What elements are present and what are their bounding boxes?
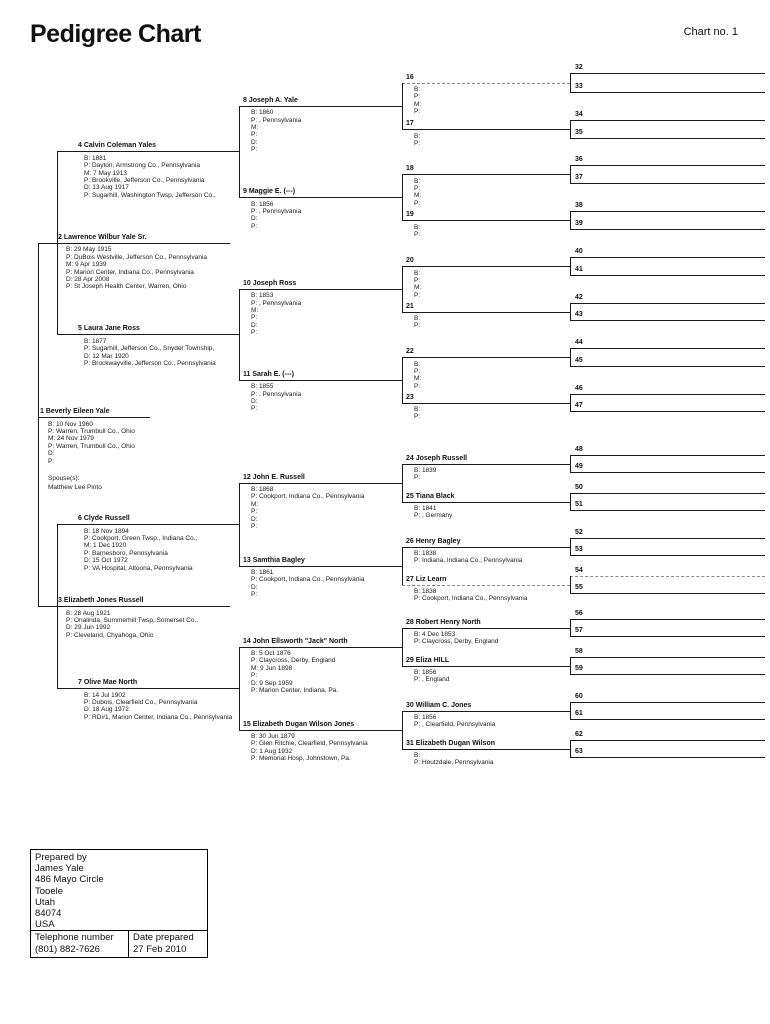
person-underline bbox=[402, 357, 570, 358]
ancestor-stub-number: 35 bbox=[575, 129, 583, 136]
ancestor-stub-line bbox=[570, 538, 765, 539]
person-label: 16 bbox=[406, 73, 414, 81]
person-detail-line: B: 1860 bbox=[251, 109, 274, 117]
person-detail-line: B: bbox=[414, 177, 421, 185]
person-detail-line: D: 28 Apr 2008 bbox=[66, 275, 110, 283]
person-detail-line: M: bbox=[414, 284, 422, 292]
person-detail-line: D: bbox=[251, 138, 258, 146]
ancestor-stub-line bbox=[570, 366, 765, 367]
person-detail-line: P: Cleveland, Chyahoga, Ohio bbox=[66, 631, 154, 639]
ancestor-stub-number: 61 bbox=[575, 710, 583, 717]
person-detail-line: P: bbox=[414, 413, 421, 421]
person-underline bbox=[402, 266, 570, 267]
ancestor-stub-number: 42 bbox=[575, 294, 583, 301]
person-detail-line: M: bbox=[414, 192, 422, 200]
person-label: 2 Lawrence Wilbur Yale Sr. bbox=[58, 233, 147, 241]
person-detail-line: P: bbox=[251, 523, 258, 530]
person-detail-line: B: 18 Nov 1894 bbox=[84, 527, 129, 535]
person-detail-line: B: bbox=[414, 269, 421, 277]
person-detail-line: D: bbox=[251, 515, 258, 523]
person-underline bbox=[402, 547, 570, 548]
person-label: 6 Clyde Russell bbox=[78, 515, 130, 522]
person-detail-line: P: Cookport, Indiana Co., Pennsylvania bbox=[251, 576, 365, 584]
connector-line bbox=[570, 619, 571, 636]
ancestor-stub-line bbox=[570, 740, 765, 741]
person-label: 28 Robert Henry North bbox=[406, 618, 481, 626]
ancestor-stub-number: 56 bbox=[575, 610, 583, 617]
person-label: 21 bbox=[406, 302, 414, 310]
ancestor-stub-number: 47 bbox=[575, 402, 583, 409]
person-label: 12 John E. Russell bbox=[243, 473, 305, 481]
connector-line bbox=[239, 483, 240, 566]
person-label: 14 John Ellsworth "Jack" North bbox=[243, 637, 348, 645]
person-detail-line: P: bbox=[251, 672, 258, 680]
person-underline bbox=[402, 83, 570, 84]
person-detail-line: P: bbox=[251, 508, 258, 516]
ancestor-stub-line bbox=[570, 229, 765, 230]
connector-line bbox=[402, 547, 403, 585]
person-label: 9 Maggie E. (---) bbox=[243, 188, 296, 195]
person-detail-line: P: , England bbox=[414, 676, 450, 684]
telephone-value: (801) 882-7626 bbox=[35, 943, 100, 955]
person-detail-line: B: 10 Nov 1960 bbox=[48, 420, 93, 428]
person-detail-line: B: 1881 bbox=[84, 154, 107, 162]
ancestor-stub-number: 59 bbox=[575, 665, 583, 672]
ancestor-stub-line bbox=[570, 719, 765, 720]
footer-bottom-row bbox=[31, 930, 207, 957]
ancestor-stub-number: 55 bbox=[575, 584, 583, 591]
person-underline bbox=[402, 220, 570, 221]
person-detail-line: B: bbox=[414, 132, 421, 140]
ancestor-stub-number: 37 bbox=[575, 174, 583, 181]
spouse-name: Matthew Lee Pinto bbox=[48, 484, 102, 491]
ancestor-stub-number: 63 bbox=[575, 748, 583, 755]
connector-line bbox=[570, 576, 571, 593]
connector-line bbox=[570, 702, 571, 719]
ancestor-stub-number: 32 bbox=[575, 64, 583, 71]
connector-line bbox=[57, 524, 58, 688]
ancestor-stub-line bbox=[570, 455, 765, 456]
person-label: 25 Tiana Black bbox=[406, 492, 455, 500]
person-underline bbox=[57, 688, 239, 689]
person-label: 26 Henry Bagley bbox=[406, 537, 461, 545]
person-detail-line: M: bbox=[414, 100, 422, 108]
person-detail-line: M: bbox=[414, 375, 422, 383]
person-underline bbox=[239, 380, 402, 381]
ancestor-stub-number: 50 bbox=[575, 484, 583, 491]
ancestor-stub-number: 58 bbox=[575, 648, 583, 655]
ancestor-stub-line bbox=[570, 411, 765, 412]
ancestor-stub-line bbox=[570, 92, 765, 93]
ancestor-stub-line bbox=[570, 120, 765, 121]
prepared-by-box bbox=[30, 849, 208, 958]
connector-line bbox=[570, 493, 571, 510]
person-detail-line: P: Cookport, Indiana Co., Pennsylvania bbox=[414, 595, 528, 603]
connector-line bbox=[570, 303, 571, 320]
person-detail-line: P: Indiana, Indiana Co., Pennsylvania bbox=[414, 557, 523, 565]
person-detail-line: P: bbox=[414, 93, 421, 101]
person-detail-line: D: 13 Aug 1917 bbox=[84, 184, 129, 192]
person-detail-line: D: 1 Aug 1932 bbox=[251, 747, 293, 755]
person-detail-line: P: Sugarhill, Washington Twsp, Jefferson Co., bbox=[84, 191, 216, 199]
person-detail-line: P: VA Hospital, Altoona, Pennsylvania bbox=[84, 564, 193, 572]
person-detail-line: D: 15 Oct 1972 bbox=[84, 557, 128, 565]
ancestor-stub-line bbox=[570, 275, 765, 276]
connector-line bbox=[570, 348, 571, 366]
person-label: 11 Sarah E. (---) bbox=[243, 370, 294, 378]
person-detail-line: P: bbox=[251, 131, 258, 139]
person-detail-line: B: bbox=[414, 360, 421, 368]
person-detail-line: P: Onalinda, Summerhill Twsp, Somerset Co., bbox=[66, 616, 199, 624]
person-detail-line: D: 29 Jun 1992 bbox=[66, 624, 111, 632]
person-underline bbox=[239, 106, 402, 107]
person-detail-line: B: 1856 bbox=[414, 714, 437, 721]
person-detail-line: P: , Germany bbox=[414, 512, 453, 520]
preparer-address-line: USA bbox=[35, 919, 55, 931]
person-detail-line: B: 1877 bbox=[84, 337, 107, 345]
person-label: 4 Calvin Coleman Yales bbox=[78, 142, 157, 150]
ancestor-stub-line bbox=[570, 73, 765, 74]
person-underline bbox=[402, 585, 570, 586]
connector-line bbox=[570, 165, 571, 183]
person-detail-line: P: bbox=[251, 222, 258, 230]
person-underline bbox=[402, 174, 570, 175]
person-label: 17 bbox=[406, 120, 414, 127]
person-detail-line: P: bbox=[251, 591, 258, 599]
person-detail-line: B: 14 Jul 1902 bbox=[84, 691, 126, 699]
person-detail-line: P: , Pennsylvania bbox=[251, 116, 302, 124]
person-detail-line: P: Houtzdale, Pennsylvania bbox=[414, 759, 494, 767]
person-underline bbox=[239, 197, 402, 198]
person-detail-line: P: bbox=[414, 139, 421, 147]
person-detail-line: P: bbox=[414, 291, 421, 299]
person-label: 10 Joseph Ross bbox=[243, 279, 297, 287]
preparer-address-line: 84074 bbox=[35, 908, 62, 920]
ancestor-stub-number: 34 bbox=[575, 111, 583, 118]
ancestor-stub-line bbox=[570, 510, 765, 511]
connector-line bbox=[402, 174, 403, 220]
telephone-cell bbox=[31, 931, 129, 957]
preparer-address-line: Tooele bbox=[35, 885, 63, 897]
person-detail-line: D: 18 Aug 1972 bbox=[84, 706, 129, 714]
person-detail-line: P: Brookville, Jefferson Co., Pennsylvania bbox=[84, 177, 205, 185]
ancestor-stub-line bbox=[570, 320, 765, 321]
prepared-by-label: Prepared by bbox=[35, 852, 87, 863]
person-detail-line: M: bbox=[251, 307, 259, 315]
person-detail-line: B: 1853 bbox=[251, 292, 274, 300]
ancestor-stub-number: 41 bbox=[575, 266, 583, 273]
person-detail-line: P: bbox=[414, 108, 421, 116]
person-detail-line: P: , Pennsylvania bbox=[251, 299, 302, 307]
person-underline bbox=[402, 628, 570, 629]
person-detail-line: P: , Clearfield, Pennsylvania bbox=[414, 721, 496, 729]
ancestor-stub-line bbox=[570, 674, 765, 675]
person-detail-line: P: bbox=[414, 276, 421, 284]
person-detail-line: P: Barnesboro, Pennsylvania bbox=[84, 549, 168, 557]
connector-line bbox=[402, 628, 403, 666]
ancestor-stub-line bbox=[570, 138, 765, 139]
person-underline bbox=[38, 606, 230, 607]
connector-line bbox=[57, 151, 58, 334]
ancestor-stub-number: 43 bbox=[575, 311, 583, 318]
person-underline bbox=[239, 289, 402, 290]
person-underline bbox=[402, 129, 570, 130]
date-prepared-value: 27 Feb 2010 bbox=[133, 943, 187, 955]
person-label: 23 bbox=[406, 393, 414, 401]
person-detail-line: M: 9 Apr 1939 bbox=[66, 261, 107, 269]
ancestor-stub-number: 52 bbox=[575, 529, 583, 536]
person-underline bbox=[239, 730, 402, 731]
ancestor-stub-line bbox=[570, 636, 765, 637]
spouse-label: Spouse(s): bbox=[48, 475, 80, 482]
person-detail-line: P: Warren, Trumbull Co., Ohio bbox=[48, 427, 135, 435]
person-detail-line: P: bbox=[414, 199, 421, 207]
person-label: 24 Joseph Russell bbox=[406, 454, 468, 462]
ancestor-stub-line bbox=[570, 757, 765, 758]
ancestor-stub-number: 45 bbox=[575, 357, 583, 364]
ancestor-stub-line bbox=[570, 472, 765, 473]
person-detail-line: D: bbox=[251, 398, 258, 406]
connector-line bbox=[570, 740, 571, 757]
ancestor-stub-number: 53 bbox=[575, 546, 583, 553]
ancestor-stub-number: 36 bbox=[575, 156, 583, 163]
person-detail-line: P: bbox=[251, 329, 258, 337]
ancestor-stub-number: 60 bbox=[575, 693, 583, 700]
preparer-address-line: 486 Mayo Circle bbox=[35, 874, 104, 886]
person-detail-line: P: Marion Center, Indiana Co., Pennsylvania bbox=[66, 268, 194, 276]
person-detail-line: B: 30 Jun 1879 bbox=[251, 733, 295, 740]
ancestor-stub-line bbox=[570, 555, 765, 556]
ancestor-stub-number: 46 bbox=[575, 385, 583, 392]
person-underline bbox=[402, 711, 570, 712]
person-detail-line: D: 9 Sep 1959 bbox=[251, 679, 293, 687]
person-detail-line: B: 1841 bbox=[414, 505, 437, 512]
person-underline bbox=[38, 243, 230, 244]
person-detail-line: D: bbox=[251, 583, 258, 591]
connector-line bbox=[402, 266, 403, 312]
person-detail-line: P: Sugarhill, Jefferson Co., Snyder Township, bbox=[84, 345, 215, 353]
ancestor-stub-line bbox=[570, 183, 765, 184]
person-detail-line: P: bbox=[251, 146, 258, 154]
person-detail-line: P: bbox=[414, 184, 421, 192]
person-detail-line: B: 1839 bbox=[414, 467, 437, 474]
ancestor-stub-line bbox=[570, 394, 765, 395]
connector-line bbox=[402, 711, 403, 749]
person-label: 8 Joseph A. Yale bbox=[243, 96, 298, 104]
person-detail-line: P: St Joseph Health Center, Warren, Ohio bbox=[66, 283, 187, 291]
person-detail-line: P: Claycross, Derby, England bbox=[414, 638, 499, 646]
person-detail-line: P: bbox=[414, 230, 421, 238]
person-detail-line: B: 1855 bbox=[251, 383, 274, 391]
person-detail-line: P: Dubois, Clearfield Co., Pennsylvania bbox=[84, 698, 198, 706]
person-detail-line: P: bbox=[251, 405, 258, 413]
connector-line bbox=[402, 83, 403, 130]
person-underline bbox=[402, 403, 570, 404]
person-underline bbox=[402, 749, 570, 750]
person-detail-line: B: 1868 bbox=[251, 486, 274, 493]
person-label: 15 Elizabeth Dugan Wilson Jones bbox=[243, 720, 355, 728]
person-label: 31 Elizabeth Dugan Wilson bbox=[406, 739, 496, 747]
ancestor-stub-line bbox=[570, 702, 765, 703]
person-underline bbox=[402, 666, 570, 667]
person-underline bbox=[402, 464, 570, 465]
person-label: 19 bbox=[406, 211, 414, 218]
person-detail-line: P: Dayton, Armstrong Co., Pennsylvania bbox=[84, 162, 200, 170]
chart-number: Chart no. 1 bbox=[683, 26, 738, 38]
ancestor-stub-line bbox=[570, 593, 765, 594]
person-detail-line: D: 12 Mar 1920 bbox=[84, 352, 129, 360]
person-detail-line: M: 24 Nov 1979 bbox=[48, 435, 94, 443]
person-detail-line: P: bbox=[414, 474, 421, 482]
connector-line bbox=[570, 538, 571, 555]
person-label: 13 Samthia Bagley bbox=[243, 556, 305, 564]
person-detail-line: P: Cookport, Indiana Co., Pennsylvania bbox=[251, 493, 365, 501]
person-detail-line: M: bbox=[251, 124, 259, 132]
person-detail-line: B: 1856 bbox=[414, 669, 437, 676]
person-detail-line: B: 28 Aug 1921 bbox=[66, 609, 111, 617]
person-detail-line: P: bbox=[251, 314, 258, 322]
ancestor-stub-line bbox=[570, 211, 765, 212]
person-label: 7 Olive Mae North bbox=[78, 679, 138, 686]
person-underline bbox=[239, 647, 402, 648]
person-underline bbox=[239, 483, 402, 484]
person-detail-line: P: Warren, Trumbull Co., Ohio bbox=[48, 442, 135, 450]
telephone-label: Telephone number bbox=[35, 932, 114, 944]
person-detail-line: B: bbox=[414, 223, 421, 231]
connector-line bbox=[239, 647, 240, 730]
ancestor-stub-number: 54 bbox=[575, 567, 583, 574]
person-underline bbox=[57, 334, 239, 335]
person-detail-line: B: 1838 bbox=[414, 588, 437, 595]
ancestor-stub-line bbox=[570, 576, 765, 577]
person-detail-line: P: Cookport, Green Twsp., Indiana Co., bbox=[84, 534, 198, 542]
person-detail-line: P: bbox=[414, 367, 421, 375]
connector-line bbox=[570, 455, 571, 472]
person-detail-line: D: bbox=[251, 215, 258, 223]
connector-line bbox=[38, 243, 39, 606]
person-detail-line: P: bbox=[48, 457, 55, 465]
connector-line bbox=[570, 211, 571, 229]
connector-line bbox=[570, 257, 571, 275]
ancestor-stub-number: 39 bbox=[575, 220, 583, 227]
person-detail-line: B: bbox=[414, 86, 421, 93]
date-prepared-label: Date prepared bbox=[133, 932, 194, 944]
ancestor-stub-line bbox=[570, 657, 765, 658]
person-detail-line: D: bbox=[48, 450, 55, 458]
person-detail-line: M: bbox=[251, 500, 259, 508]
person-label: 30 William C. Jones bbox=[406, 701, 472, 709]
ancestor-stub-number: 33 bbox=[575, 83, 583, 90]
connector-line bbox=[570, 120, 571, 138]
person-detail-line: M: 9 Jun 1898 bbox=[251, 664, 293, 672]
ancestor-stub-number: 62 bbox=[575, 731, 583, 738]
preparer-name: James Yale bbox=[35, 863, 84, 875]
ancestor-stub-line bbox=[570, 348, 765, 349]
connector-line bbox=[570, 394, 571, 411]
ancestor-stub-number: 40 bbox=[575, 248, 583, 255]
ancestor-stub-line bbox=[570, 493, 765, 494]
person-label: 1 Beverly Eileen Yale bbox=[40, 408, 110, 415]
person-detail-line: B: 4 Dec 1853 bbox=[414, 631, 456, 638]
person-underline bbox=[57, 151, 239, 152]
person-detail-line: M: 7 May 1913 bbox=[84, 169, 127, 177]
person-detail-line: B: bbox=[414, 406, 421, 413]
person-detail-line: P: bbox=[414, 382, 421, 390]
person-underline bbox=[38, 417, 150, 418]
person-detail-line: B: 1856 bbox=[251, 200, 274, 208]
person-underline bbox=[402, 312, 570, 313]
person-detail-line: P: Claycross, Derby, England bbox=[251, 657, 336, 665]
person-label: 3 Elizabeth Jones Russell bbox=[58, 597, 144, 604]
person-label: 5 Laura Jane Ross bbox=[78, 325, 140, 333]
ancestor-stub-number: 48 bbox=[575, 446, 583, 453]
person-detail-line: P: Memorial Hosp, Johnstown, Pa. bbox=[251, 755, 351, 763]
person-detail-line: B: bbox=[414, 315, 421, 322]
person-underline bbox=[239, 566, 402, 567]
ancestor-stub-line bbox=[570, 257, 765, 258]
ancestor-stub-line bbox=[570, 303, 765, 304]
person-label: 18 bbox=[406, 165, 414, 172]
person-detail-line: B: 1861 bbox=[251, 569, 274, 576]
person-detail-line: D: bbox=[251, 321, 258, 329]
person-label: 29 Eliza HILL bbox=[406, 656, 450, 664]
connector-line bbox=[239, 289, 240, 380]
date-prepared-cell bbox=[129, 931, 207, 957]
ancestor-stub-number: 51 bbox=[575, 501, 583, 508]
person-underline bbox=[57, 524, 239, 525]
person-label: 20 bbox=[406, 257, 414, 264]
ancestor-stub-line bbox=[570, 619, 765, 620]
person-detail-line: B: 29 May 1915 bbox=[66, 246, 112, 254]
person-label: 27 Liz Learn bbox=[406, 575, 447, 583]
person-detail-line: M: 1 Dec 1920 bbox=[84, 542, 127, 550]
person-detail-line: P: RD#1, Marion Center, Indiana Co., Pennsylvania bbox=[84, 713, 233, 721]
person-detail-line: P: DuBois Westville, Jefferson Co., Pennsylvania bbox=[66, 253, 208, 261]
connector-line bbox=[402, 464, 403, 502]
connector-line bbox=[570, 73, 571, 92]
person-detail-line: P: Marion Center, Indiana, Pa. bbox=[251, 687, 339, 694]
preparer-address-line: Utah bbox=[35, 896, 56, 908]
person-detail-line: B: 5 Oct 1876 bbox=[251, 650, 291, 657]
person-underline bbox=[402, 502, 570, 503]
ancestor-stub-line bbox=[570, 165, 765, 166]
person-detail-line: P: bbox=[414, 322, 421, 330]
connector-line bbox=[239, 106, 240, 197]
person-detail-line: B: bbox=[414, 752, 421, 759]
ancestor-stub-number: 57 bbox=[575, 627, 583, 634]
person-detail-line: P: Glen Ritchie, Clearfield, Pennsylvania bbox=[251, 740, 368, 748]
connector-line bbox=[570, 657, 571, 674]
person-detail-line: P: , Pennsylvania bbox=[251, 207, 302, 215]
person-detail-line: P: Brockwayville, Jefferson Co., Pennsylvania bbox=[84, 359, 216, 367]
person-label: 22 bbox=[406, 348, 414, 355]
ancestor-stub-number: 49 bbox=[575, 463, 583, 470]
page-title: Pedigree Chart bbox=[30, 20, 201, 48]
ancestor-stub-number: 38 bbox=[575, 202, 583, 209]
person-detail-line: B: 1838 bbox=[414, 550, 437, 557]
person-detail-line: P: , Pennsylvania bbox=[251, 390, 302, 398]
ancestor-stub-number: 44 bbox=[575, 339, 583, 346]
connector-line bbox=[402, 357, 403, 403]
